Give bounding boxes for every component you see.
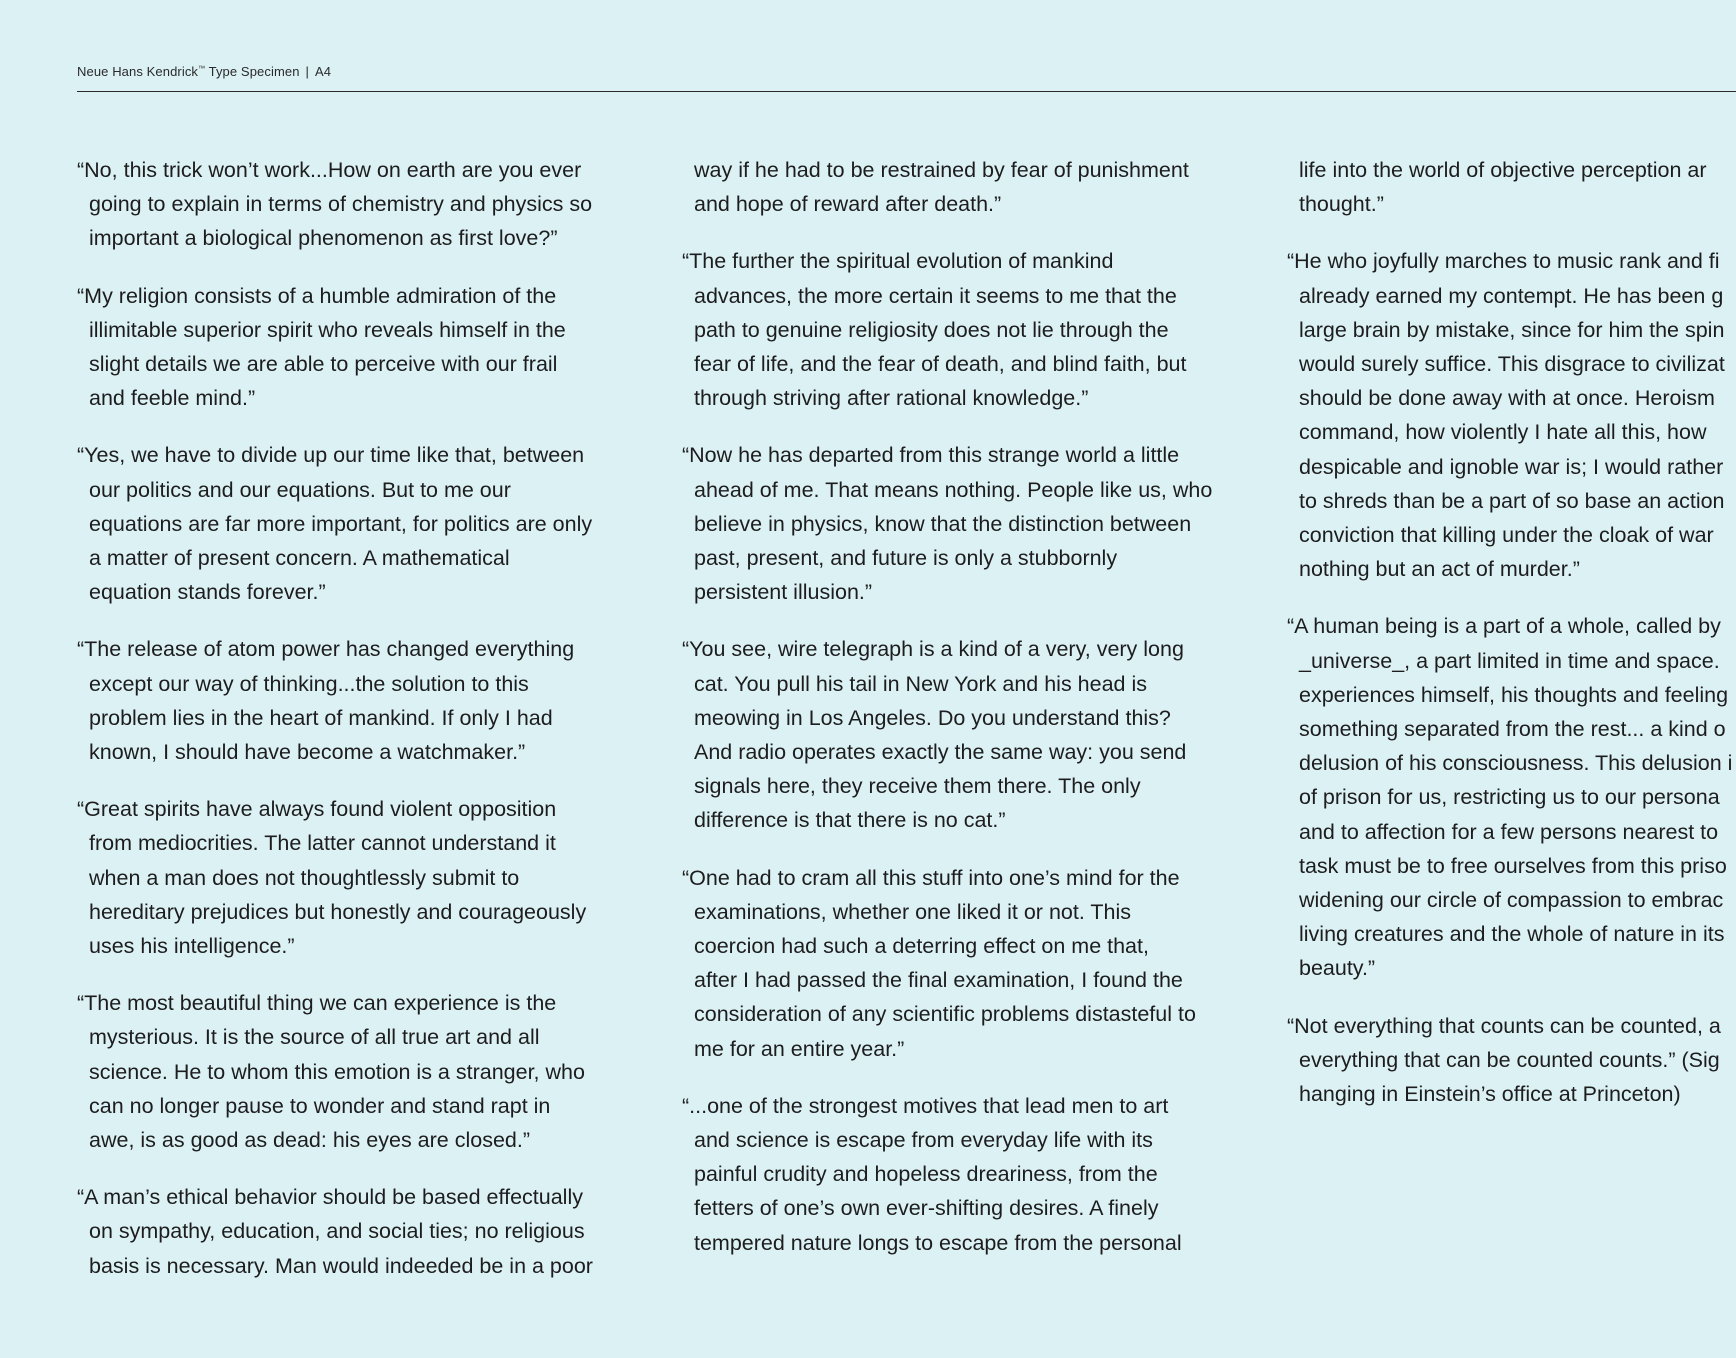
quote-line: hanging in Einstein’s office at Princeton) (1299, 1082, 1681, 1107)
quote-line: of prison for us, restricting us to our persona (1299, 785, 1720, 810)
quote-line: a matter of present concern. A mathematical (89, 546, 510, 571)
quote-paragraph (682, 1089, 1262, 1260)
quote-line: fetters of one’s own ever-shifting desires. A finely (694, 1196, 1159, 1221)
quote-line: and feeble mind.” (89, 386, 256, 411)
quote-paragraph (1287, 1009, 1736, 1112)
quote-line: “...one of the strongest motives that lead men to art (682, 1093, 1169, 1118)
quote-line: examinations, whether one liked it or not. This (694, 899, 1132, 924)
quote-line: uses his intelligence.” (89, 934, 295, 959)
quote-paragraph (77, 986, 657, 1157)
quote-line: basis is necessary. Man would indeeded be in a poor (89, 1253, 593, 1278)
quote-paragraph (682, 861, 1262, 1066)
quote-line: going to explain in terms of chemistry and physics so (89, 192, 593, 217)
quote-line: task must be to free ourselves from this priso (1299, 853, 1727, 878)
quote-line: path to genuine religiosity does not lie through the (694, 317, 1169, 342)
quote-paragraph (1287, 609, 1736, 985)
quote-line: when a man does not thoughtlessly submit to (89, 865, 520, 890)
quote-line: tempered nature longs to escape from the personal (694, 1230, 1182, 1255)
quote-line: _universe_, a part limited in time and space. (1299, 648, 1720, 673)
quote-line: way if he had to be restrained by fear of punishment (694, 158, 1189, 182)
quote-line: science. He to whom this emotion is a stranger, who (89, 1059, 585, 1084)
quote-line: consideration of any scientific problems distasteful to (694, 1002, 1196, 1027)
quote-line: living creatures and the whole of nature in its (1299, 922, 1725, 947)
quote-line: painful crudity and hopeless dreariness, from the (694, 1162, 1158, 1187)
quote-line: coercion had such a deterring effect on me that, (694, 934, 1149, 959)
quote-line: “A human being is a part of a whole, called by (1287, 614, 1721, 639)
quote-line: after I had passed the final examination, I found the (694, 968, 1183, 993)
quote-line: fear of life, and the fear of death, and blind faith, but (694, 352, 1187, 377)
quote-line: meowing in Los Angeles. Do you understand this? (694, 705, 1171, 730)
header-separator: | (305, 64, 310, 79)
quote-line: “Not everything that counts can be counted, a (1287, 1013, 1721, 1038)
quote-line: “The further the spiritual evolution of mankind (682, 249, 1114, 274)
quote-line: “He who joyfully marches to music rank and fi (1287, 249, 1720, 274)
quote-line: illimitable superior spirit who reveals himself in the (89, 317, 566, 342)
quote-line: everything that can be counted counts.” (Sig (1299, 1047, 1720, 1072)
quote-paragraph (77, 632, 657, 769)
quote-line: something separated from the rest... a kind o (1299, 717, 1726, 742)
quote-paragraph (77, 153, 657, 256)
header-rule (77, 91, 1736, 92)
font-family-name: Neue Hans Kendrick (77, 64, 199, 79)
quote-line: “No, this trick won’t work...How on earth are you ever (77, 158, 582, 182)
quote-line: “The most beautiful thing we can experience is the (77, 991, 557, 1016)
quote-line: “Great spirits have always found violent opposition (77, 797, 557, 822)
quote-line: slight details we are able to perceive with our frail (89, 352, 558, 377)
quote-line: nothing but an act of murder.” (1299, 557, 1580, 582)
quote-line: large brain by mistake, since for him the spin (1299, 317, 1725, 342)
quote-line: problem lies in the heart of mankind. If only I had (89, 705, 553, 730)
quote-line: and to affection for a few persons nearest to (1299, 819, 1719, 844)
quote-line: important a biological phenomenon as first love?” (89, 226, 558, 251)
quote-line: already earned my contempt. He has been g (1299, 283, 1724, 308)
quote-line: equation stands forever.” (89, 580, 326, 605)
quote-line: “The release of atom power has changed everything (77, 637, 575, 662)
quote-line: difference is that there is no cat.” (694, 808, 1006, 833)
text-column-3 (1287, 153, 1736, 1134)
quote-paragraph (1287, 153, 1736, 221)
quote-line: cat. You pull his tail in New York and his head is (694, 671, 1147, 696)
quote-line: past, present, and future is only a stubbornly (694, 546, 1118, 571)
page-size-label: A4 (315, 64, 332, 79)
quote-line: known, I should have become a watchmaker.” (89, 740, 526, 765)
quote-line: beauty.” (1299, 956, 1376, 981)
quote-line: delusion of his consciousness. This delusion i (1299, 751, 1733, 776)
quote-line: believe in physics, know that the distinction between (694, 511, 1192, 536)
quote-line: “One had to cram all this stuff into one’s mind for the (682, 865, 1180, 890)
quote-line: our politics and our equations. But to me our (89, 477, 511, 502)
quote-line: should be done away with at once. Heroism (1299, 386, 1715, 411)
quote-line: would surely suffice. This disgrace to civilizat (1299, 352, 1725, 377)
quote-line: and hope of reward after death.” (694, 192, 1002, 217)
quote-line: “A man’s ethical behavior should be based effectually (77, 1185, 583, 1210)
quote-line: awe, is as good as dead: his eyes are closed.” (89, 1128, 531, 1153)
specimen-label: Type Specimen (208, 64, 300, 79)
quote-line: conviction that killing under the cloak of war (1299, 523, 1714, 548)
quote-paragraph (682, 153, 1262, 221)
quote-line: despicable and ignoble war is; I would rather (1299, 454, 1724, 479)
quote-paragraph (77, 792, 657, 963)
quote-line: except our way of thinking...the solution to this (89, 671, 529, 696)
quote-paragraph (682, 632, 1262, 837)
quote-line: experiences himself, his thoughts and feeling (1299, 682, 1729, 707)
quote-line: advances, the more certain it seems to me that the (694, 283, 1177, 308)
quote-line: “Yes, we have to divide up our time like that, between (77, 443, 585, 468)
quote-line: And radio operates exactly the same way: you send (694, 740, 1187, 765)
quote-line: persistent illusion.” (694, 580, 873, 605)
quote-line: can no longer pause to wonder and stand rapt in (89, 1093, 551, 1118)
quote-line: hereditary prejudices but honestly and courageously (89, 899, 587, 924)
quote-line: signals here, they receive them there. The only (694, 774, 1141, 799)
quote-line: ahead of me. That means nothing. People like us, who (694, 477, 1213, 502)
quote-paragraph (1287, 244, 1736, 586)
quote-line: mysterious. It is the source of all true art and all (89, 1025, 540, 1050)
quote-paragraph (77, 279, 657, 416)
quote-line: on sympathy, education, and social ties; no religious (89, 1219, 585, 1244)
quote-line: command, how violently I hate all this, how (1299, 420, 1707, 445)
quote-line: thought.” (1299, 192, 1384, 217)
text-column-2 (682, 153, 1262, 1283)
quote-paragraph (682, 244, 1262, 415)
quote-line: widening our circle of compassion to embrac (1299, 888, 1724, 913)
quote-paragraph (77, 438, 657, 609)
quote-line: life into the world of objective perception ar (1299, 158, 1707, 182)
quote-line: from mediocrities. The latter cannot understand it (89, 831, 556, 856)
quote-paragraph (682, 438, 1262, 609)
quote-line: “Now he has departed from this strange world a little (682, 443, 1180, 468)
quote-line: and science is escape from everyday life with its (694, 1128, 1153, 1153)
quote-line: to shreds than be a part of so base an action (1299, 488, 1725, 513)
quote-paragraph (77, 1180, 657, 1283)
trademark-symbol: ™ (198, 65, 206, 73)
quote-line: “You see, wire telegraph is a kind of a very, very long (682, 637, 1184, 662)
quote-line: through striving after rational knowledge.” (694, 386, 1089, 411)
text-column-1 (77, 153, 657, 1306)
page-header (77, 64, 331, 79)
quote-line: “My religion consists of a humble admiration of the (77, 283, 557, 308)
quote-line: me for an entire year.” (694, 1036, 905, 1061)
quote-line: equations are far more important, for politics are only (89, 511, 593, 536)
